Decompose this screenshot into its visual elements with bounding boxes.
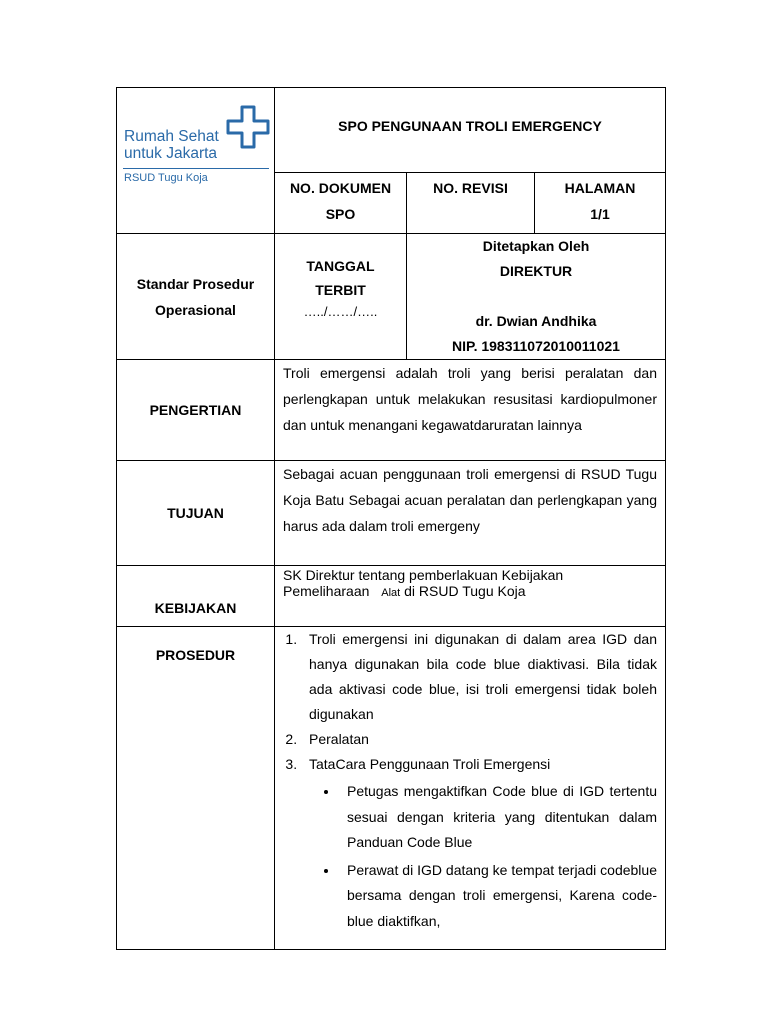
prosedur-sublist — [309, 779, 657, 934]
director-nip: NIP. 198311072010011021 — [452, 338, 620, 354]
logo-subtitle: RSUD Tugu Koja — [124, 172, 208, 184]
spo-table — [116, 87, 666, 950]
standar-line-2: Operasional — [155, 301, 236, 318]
director-name: dr. Dwian Andhika — [475, 313, 597, 329]
halaman-label: HALAMAN — [564, 180, 636, 196]
kebijakan-part-c: di RSUD Tugu Koja — [404, 583, 526, 599]
kebijakan-part-a: Pemeliharaan — [283, 583, 370, 599]
direktur-label: DIREKTUR — [499, 263, 573, 279]
prosedur-item-2: 2. Peralatan — [301, 727, 657, 752]
halaman-value: 1/1 — [590, 206, 610, 222]
spo-document — [116, 87, 665, 950]
tujuan-text: Sebagai acuan penggunaan troli emergensi di RSUD Tugu Koja Batu Sebagai acuan peralatan dan perlengkapan yang harus ada dalam troli emergeny — [275, 461, 666, 566]
tanggal-label-2: TERBIT — [315, 282, 366, 298]
document-title: SPO PENGUNAAN TROLI EMERGENCY — [275, 88, 666, 173]
kebijakan-part-b: Alat — [381, 587, 401, 599]
kebijakan-line-1: SK Direktur tentang pemberlakuan Kebijakan — [283, 567, 564, 583]
prosedur-bullet-2: • Perawat di IGD datang ke tempat terjadi codeblue bersama dengan troli emergensi, Karena code-blue diaktifkan, — [339, 858, 657, 935]
standar-line-1: Standar Prosedur — [136, 275, 255, 292]
no-dokumen-label: NO. DOKUMEN — [289, 180, 392, 196]
prosedur-list — [283, 627, 657, 934]
ditetapkan-label: Ditetapkan Oleh — [482, 238, 590, 254]
no-dokumen-cell — [275, 173, 407, 234]
logo-text — [124, 128, 219, 162]
logo-cell — [117, 88, 275, 234]
halaman-cell — [535, 173, 666, 234]
logo-line-2: untuk Jakarta — [124, 145, 218, 162]
kebijakan-line-2 — [283, 583, 657, 601]
prosedur-item-3-label: TataCara Penggunaan Troli Emergensi — [309, 756, 551, 772]
tanggal-label-1: TANGGAL — [306, 258, 375, 274]
prosedur-item-3 — [301, 752, 657, 934]
kebijakan-label: KEBIJAKAN — [117, 566, 275, 627]
prosedur-label: PROSEDUR — [117, 627, 275, 950]
tujuan-label: TUJUAN — [117, 461, 275, 566]
tanggal-value: …../……/….. — [303, 304, 378, 319]
no-dokumen-value: SPO — [325, 206, 356, 222]
hospital-cross-icon — [226, 105, 270, 149]
ditetapkan-cell — [407, 234, 666, 360]
kebijakan-text — [275, 566, 666, 627]
tanggal-terbit-cell — [275, 234, 407, 360]
logo-divider — [123, 168, 269, 169]
standar-prosedur-cell — [117, 234, 275, 360]
pengertian-text: Troli emergensi adalah troli yang berisi peralatan dan perlengkapan untuk melakukan resusitasi kardiopulmoner dan untuk menangani kegawatdaruratan lainnya — [275, 360, 666, 461]
no-revisi-label: NO. REVISI — [433, 180, 508, 196]
no-revisi-cell — [407, 173, 535, 234]
prosedur-bullet-1: • Petugas mengaktifkan Code blue di IGD tertentu sesuai dengan kriteria yang ditentukan dalam Panduan Code Blue — [339, 779, 657, 856]
prosedur-content — [275, 627, 666, 950]
prosedur-item-1: 1. Troli emergensi ini digunakan di dalam area IGD dan hanya digunakan bila code blue diaktivasi. Bila tidak ada aktivasi code blue, isi troli emergensi tidak boleh digunakan — [301, 627, 657, 727]
logo-line-1: Rumah Sehat — [124, 128, 219, 145]
pengertian-label: PENGERTIAN — [117, 360, 275, 461]
